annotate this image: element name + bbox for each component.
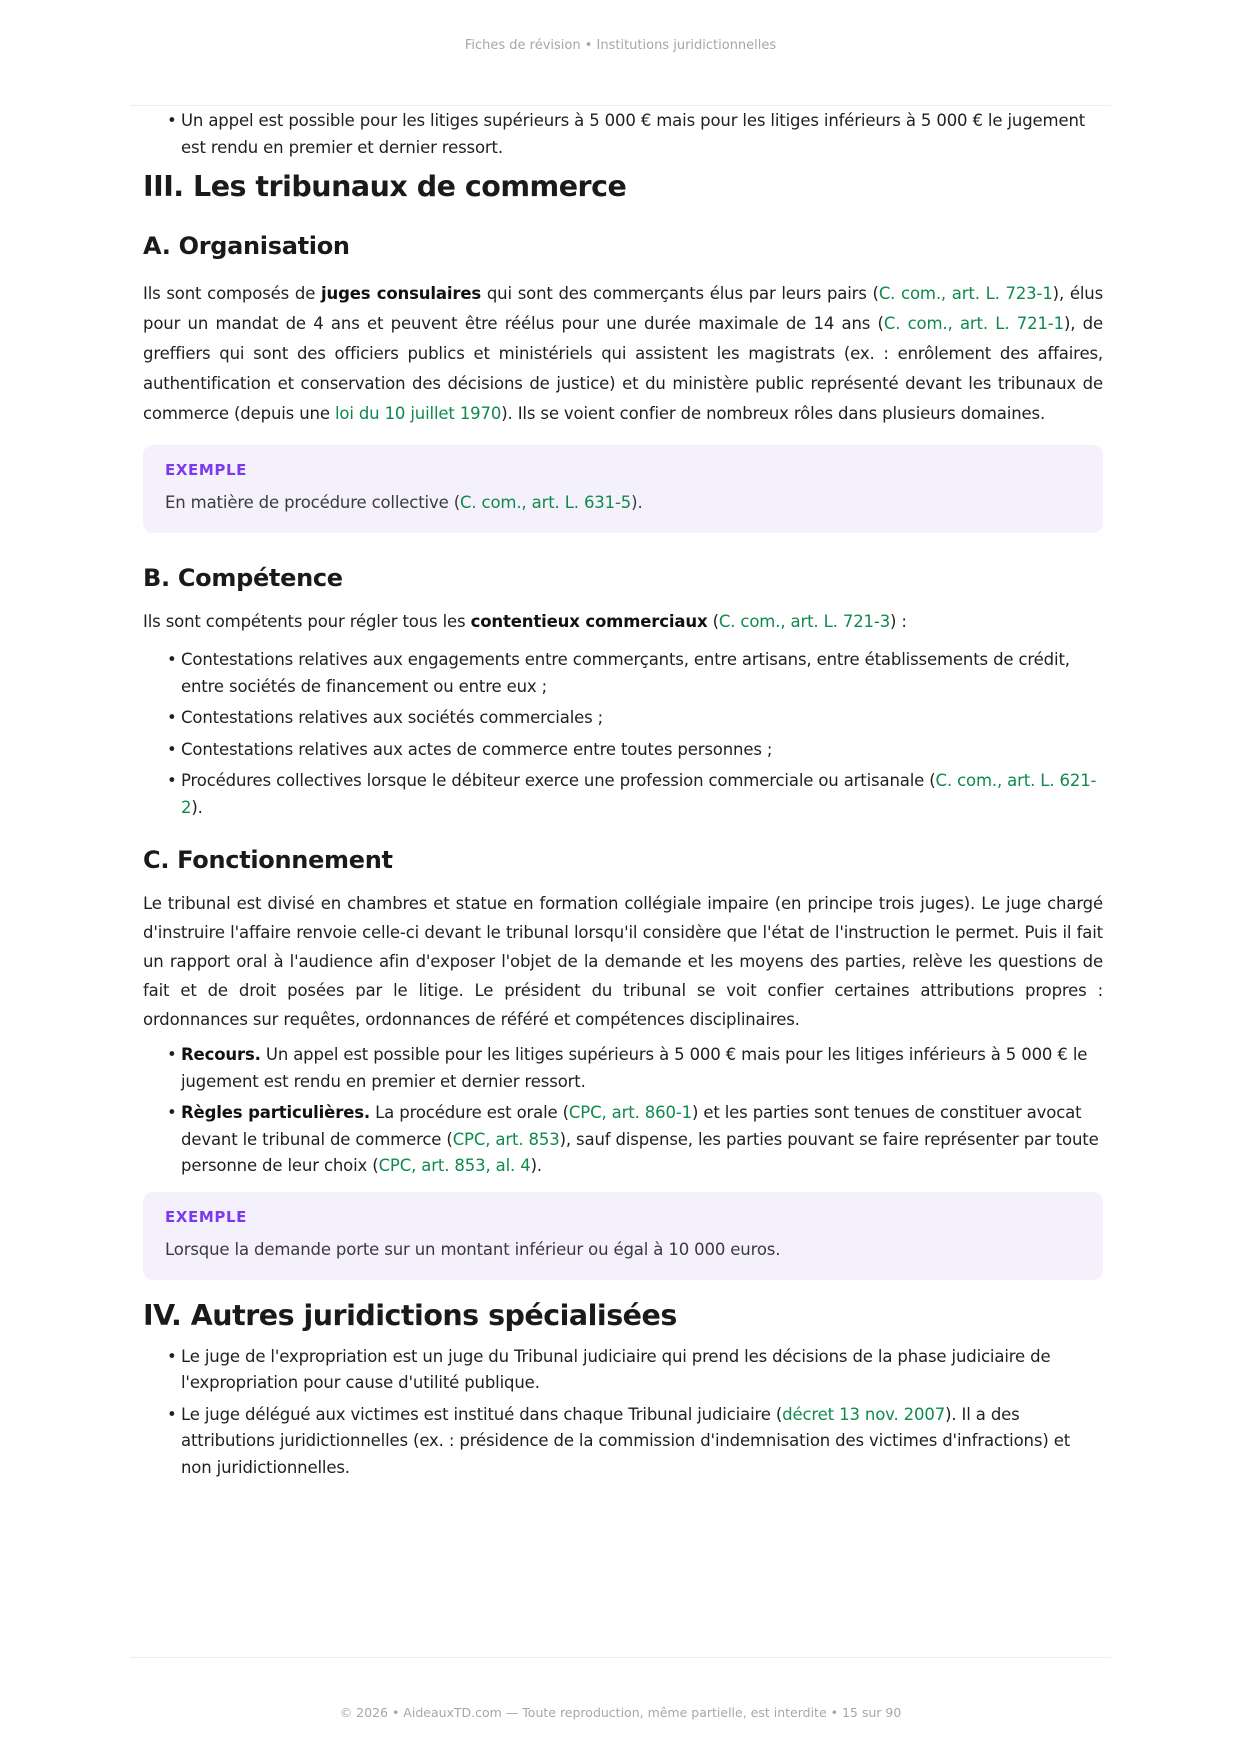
- legal-reference: loi du 10 juillet 1970: [334, 404, 502, 423]
- bold-term: Recours.: [181, 1045, 261, 1064]
- example-text: Lorsque la demande porte sur un montant inférieur ou égal à 10 000 euros.: [165, 1239, 781, 1259]
- example-callout: [143, 1192, 1103, 1280]
- fonctionnement-paragraph: Le tribunal est divisé en chambres et statue en formation collégiale impaire (en principe trois juges). Le juge chargé d'instruire l'affaire renvoie celle-ci devant le tribunal lorsqu'il considère que l'état de l'instruction le permet. Puis il fait un rapport oral à l'audience afin d'exposer l'objet de la demande et les moyens des parties, relève les questions de fait et de droit posées par le litige. Le président du tribunal se voit confier certaines attributions propres : ordonnances sur requêtes, ordonnances de référé et compétences disciplinaires.: [143, 894, 1103, 1029]
- subsection-heading-competence: B. Compétence: [143, 564, 343, 592]
- section-heading-iii: III. Les tribunaux de commerce: [143, 170, 627, 203]
- legal-reference: CPC, art. 853: [452, 1129, 560, 1149]
- list-item: • Le juge de l'expropriation est un juge du Tribunal judiciaire qui prend les décisions de la phase judiciaire de l'expropriation pour cause d'utilité publique.: [143, 1344, 1103, 1397]
- legal-reference: CPC, art. 853, al. 4: [378, 1156, 531, 1175]
- footer-divider: [130, 1657, 1111, 1658]
- subsection-heading-organisation: A. Organisation: [143, 232, 350, 260]
- example-callout: [143, 445, 1103, 533]
- list-item: • Contestations relatives aux actes de commerce entre toutes personnes ;: [143, 737, 1103, 764]
- page-footer: © 2026 • AideauxTD.com — Toute reproduction, même partielle, est interdite • 15 sur 90: [339, 1705, 902, 1720]
- legal-reference: C. com., art. L. 723-1: [878, 284, 1053, 303]
- page-content: [143, 106, 1103, 1486]
- subsection-heading-fonctionnement: C. Fonctionnement: [143, 846, 393, 874]
- competence-paragraph: Ils sont compétents pour régler tous les contentieux commerciaux (C. com., art. L. 721-3) :: [143, 612, 907, 631]
- legal-reference: C. com., art. L. 621-2: [181, 771, 1097, 817]
- fonctionnement-list: [143, 1042, 1103, 1180]
- legal-reference: décret 13 nov. 2007: [782, 1404, 946, 1424]
- list-item: • Un appel est possible pour les litiges supérieurs à 5 000 € mais pour les litiges inférieurs à 5 000 € le jugement est rendu en premier et dernier ressort.: [143, 108, 1103, 161]
- competence-list: [143, 647, 1103, 821]
- example-label: EXEMPLE: [165, 461, 247, 479]
- bold-term: contentieux commerciaux: [470, 612, 708, 631]
- list-item: • Règles particulières. La procédure est orale (CPC, art. 860-1) et les parties sont tenues de constituer avocat devant le tribunal de commerce (CPC, art. 853), sauf dispense, les parties pouvant se faire représenter par toute personne de leur choix (CPC, art. 853, al. 4).: [143, 1100, 1103, 1180]
- legal-reference: C. com., art. L. 631-5: [459, 493, 632, 512]
- list-item: • Contestations relatives aux sociétés commerciales ;: [143, 705, 1103, 732]
- legal-reference: C. com., art. L. 721-3: [718, 612, 891, 631]
- legal-reference: CPC, art. 860-1: [568, 1103, 692, 1122]
- bold-term: Règles particulières.: [181, 1103, 371, 1122]
- bold-term: juges consulaires: [320, 284, 482, 303]
- running-header: Fiches de révision • Institutions juridictionnelles: [464, 38, 777, 53]
- section-heading-iv: IV. Autres juridictions spécialisées: [143, 1298, 677, 1332]
- list-item: • Contestations relatives aux engagements entre commerçants, entre artisans, entre établissements de crédit, entre sociétés de financement ou entre eux ;: [143, 647, 1103, 700]
- bullet-list-top: [143, 108, 1103, 161]
- section-iv-list: [143, 1344, 1103, 1482]
- example-label: EXEMPLE: [165, 1207, 247, 1226]
- list-item: • Recours. Un appel est possible pour les litiges supérieurs à 5 000 € mais pour les litiges inférieurs à 5 000 € le jugement est rendu en premier et dernier ressort.: [143, 1042, 1103, 1095]
- legal-reference: C. com., art. L. 721-1: [883, 314, 1064, 333]
- example-text: En matière de procédure collective (C. com., art. L. 631-5).: [165, 493, 643, 512]
- list-item: • Procédures collectives lorsque le débiteur exerce une profession commerciale ou artisanale (C. com., art. L. 621-2).: [143, 768, 1103, 821]
- list-item: • Le juge délégué aux victimes est institué dans chaque Tribunal judiciaire (décret 13 nov. 2007). Il a des attributions juridictionnelles (ex. : présidence de la commission d'indemnisation des victimes d'infractions) et non juridictionnelles.: [143, 1402, 1103, 1482]
- organisation-paragraph: Ils sont composés de juges consulaires qui sont des commerçants élus par leurs pairs (C. com., art. L. 723-1), élus pour un mandat de 4 ans et peuvent être réélus pour une durée maximale de 14 ans (C. com., art. L. 721-1), de greffiers qui sont des officiers publics et ministériels qui assistent les magistrats (ex. : enrôlement des affaires, authentification et conservation des décisions de justice) et du ministère public représenté devant les tribunaux de commerce (depuis une loi du 10 juillet 1970). Ils se voient confier de nombreux rôles dans plusieurs domaines.: [143, 284, 1104, 423]
